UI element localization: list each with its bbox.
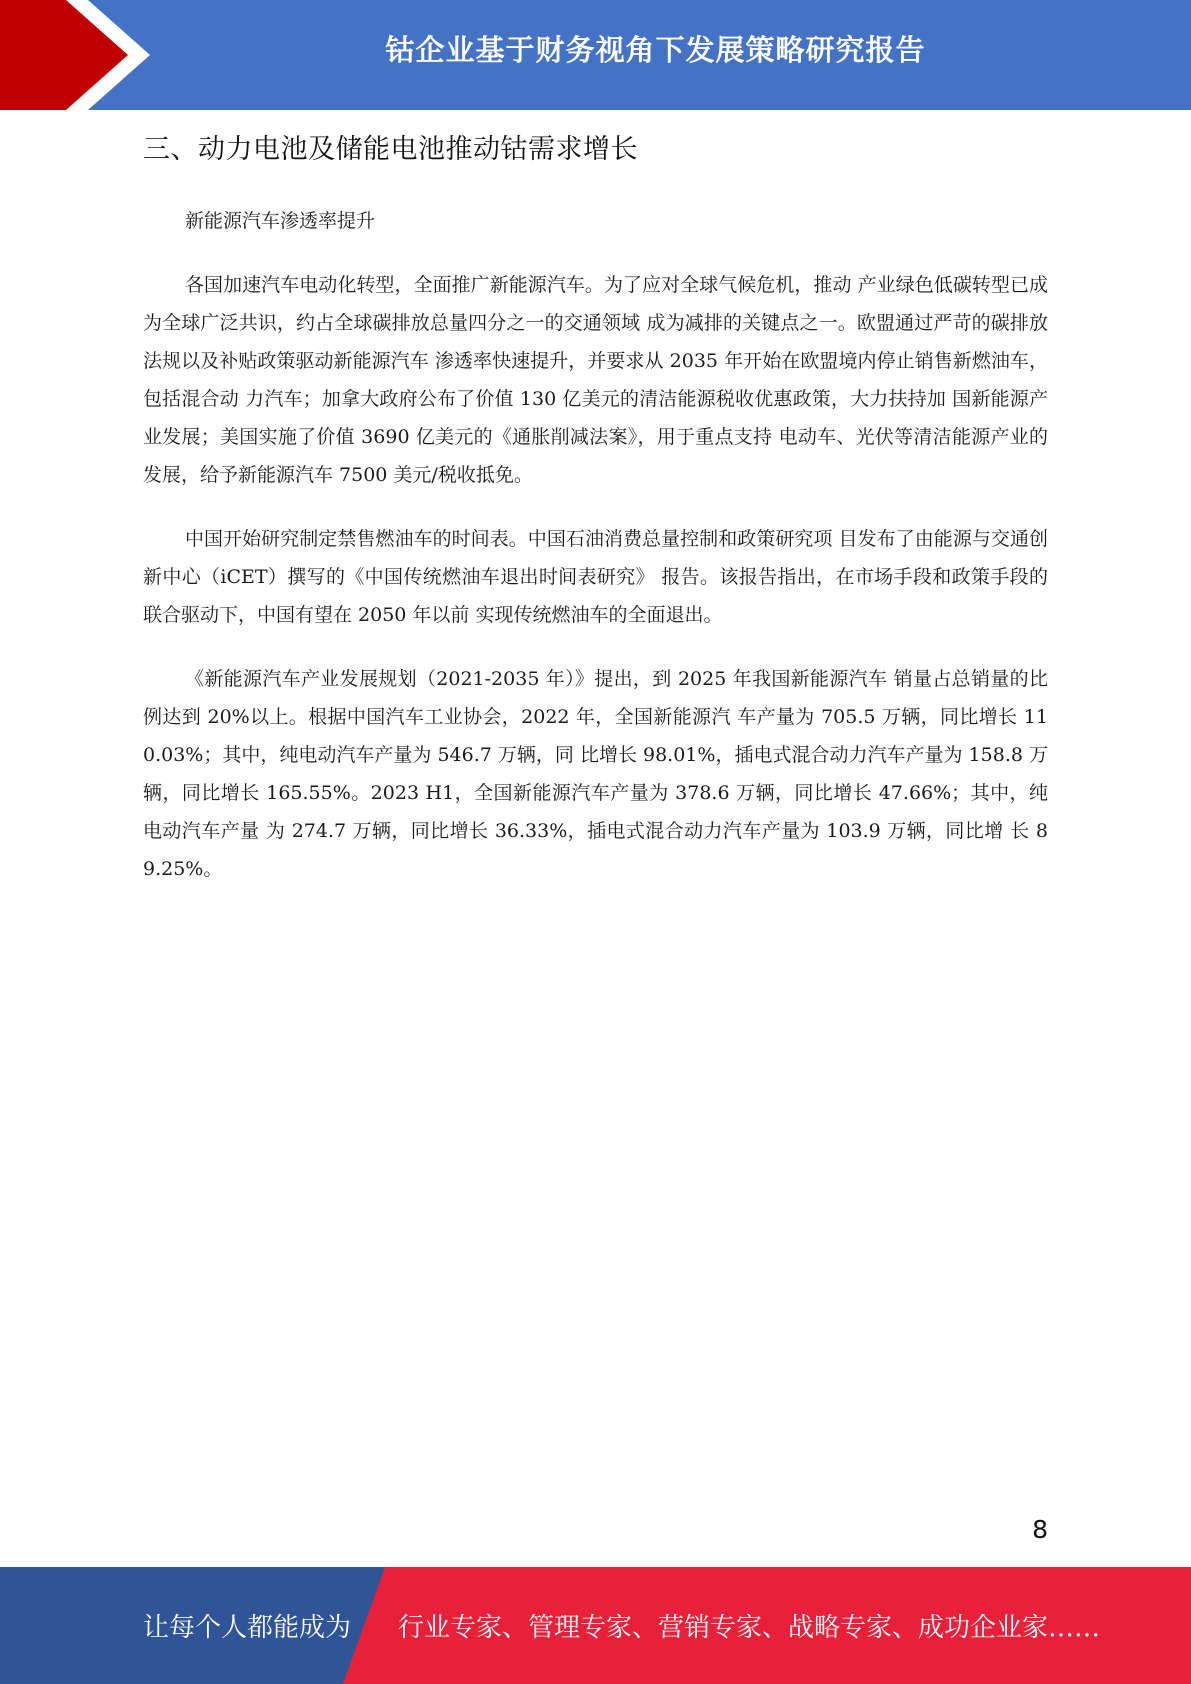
footer-banner [0, 1567, 1191, 1684]
footer-slogan-right: 行业专家、管理专家、营销专家、战略专家、成功企业家…… [398, 1613, 1101, 1643]
section-subtitle: 新能源汽车渗透率提升 [185, 210, 376, 232]
document-body [143, 128, 1048, 888]
footer-slogan-left: 让每个人都能成为 [143, 1613, 352, 1643]
page-number: 8 [1032, 1515, 1048, 1544]
paragraph-3: 《新能源汽车产业发展规划（2021-2035 年）》提出，到 2025 年我国新能源汽车 销量占总销量的比例达到 20%以上。根据中国汽车工业协会，2022 年，全国新能源汽 车产量为 705.5 万辆，同比增长 110.03%；其中，纯电动汽车产量为 546.7 万辆，同 比增长 98.01%，插电式混合动力汽车产量为 158.8 万辆，同比增长 165.55%。2023 H1，全国新能源汽车产量为 378.6 万辆，同比增长 47.66%；其中，纯电动汽车产量 为 274.7 万辆，同比增长 36.33%，插电式混合动力汽车产量为 103.9 万辆，同比增 长 89.25%。 [143, 668, 1048, 880]
report-title: 钴企业基于财务视角下发展策略研究报告 [385, 32, 926, 67]
paragraph-1: 各国加速汽车电动化转型，全面推广新能源汽车。为了应对全球气候危机，推动 产业绿色低碳转型已成为全球广泛共识，约占全球碳排放总量四分之一的交通领域 成为减排的关键点之一。欧盟通过严苛的碳排放法规以及补贴政策驱动新能源汽车 渗透率快速提升，并要求从 2035 年开始在欧盟境内停止销售新燃油车，包括混合动 力汽车；加拿大政府公布了价值 130 亿美元的清洁能源税收优惠政策，大力扶持加 国新能源产业发展；美国实施了价值 3690 亿美元的《通胀削减法案》，用于重点支持 电动车、光伏等清洁能源产业的发展，给予新能源汽车 7500 美元/税收抵免。 [143, 274, 1048, 486]
header-chevron-decoration [0, 0, 160, 110]
section-heading: 三、动力电池及储能电池推动钴需求增长 [143, 134, 638, 165]
paragraph-2: 中国开始研究制定禁售燃油车的时间表。中国石油消费总量控制和政策研究项 目发布了由能源与交通创新中心（iCET）撰写的《中国传统燃油车退出时间表研究》 报告。该报告指出，在市场手段和政策手段的联合驱动下，中国有望在 2050 年以前 实现传统燃油车的全面退出。 [143, 528, 1048, 626]
header-banner [0, 0, 1191, 110]
